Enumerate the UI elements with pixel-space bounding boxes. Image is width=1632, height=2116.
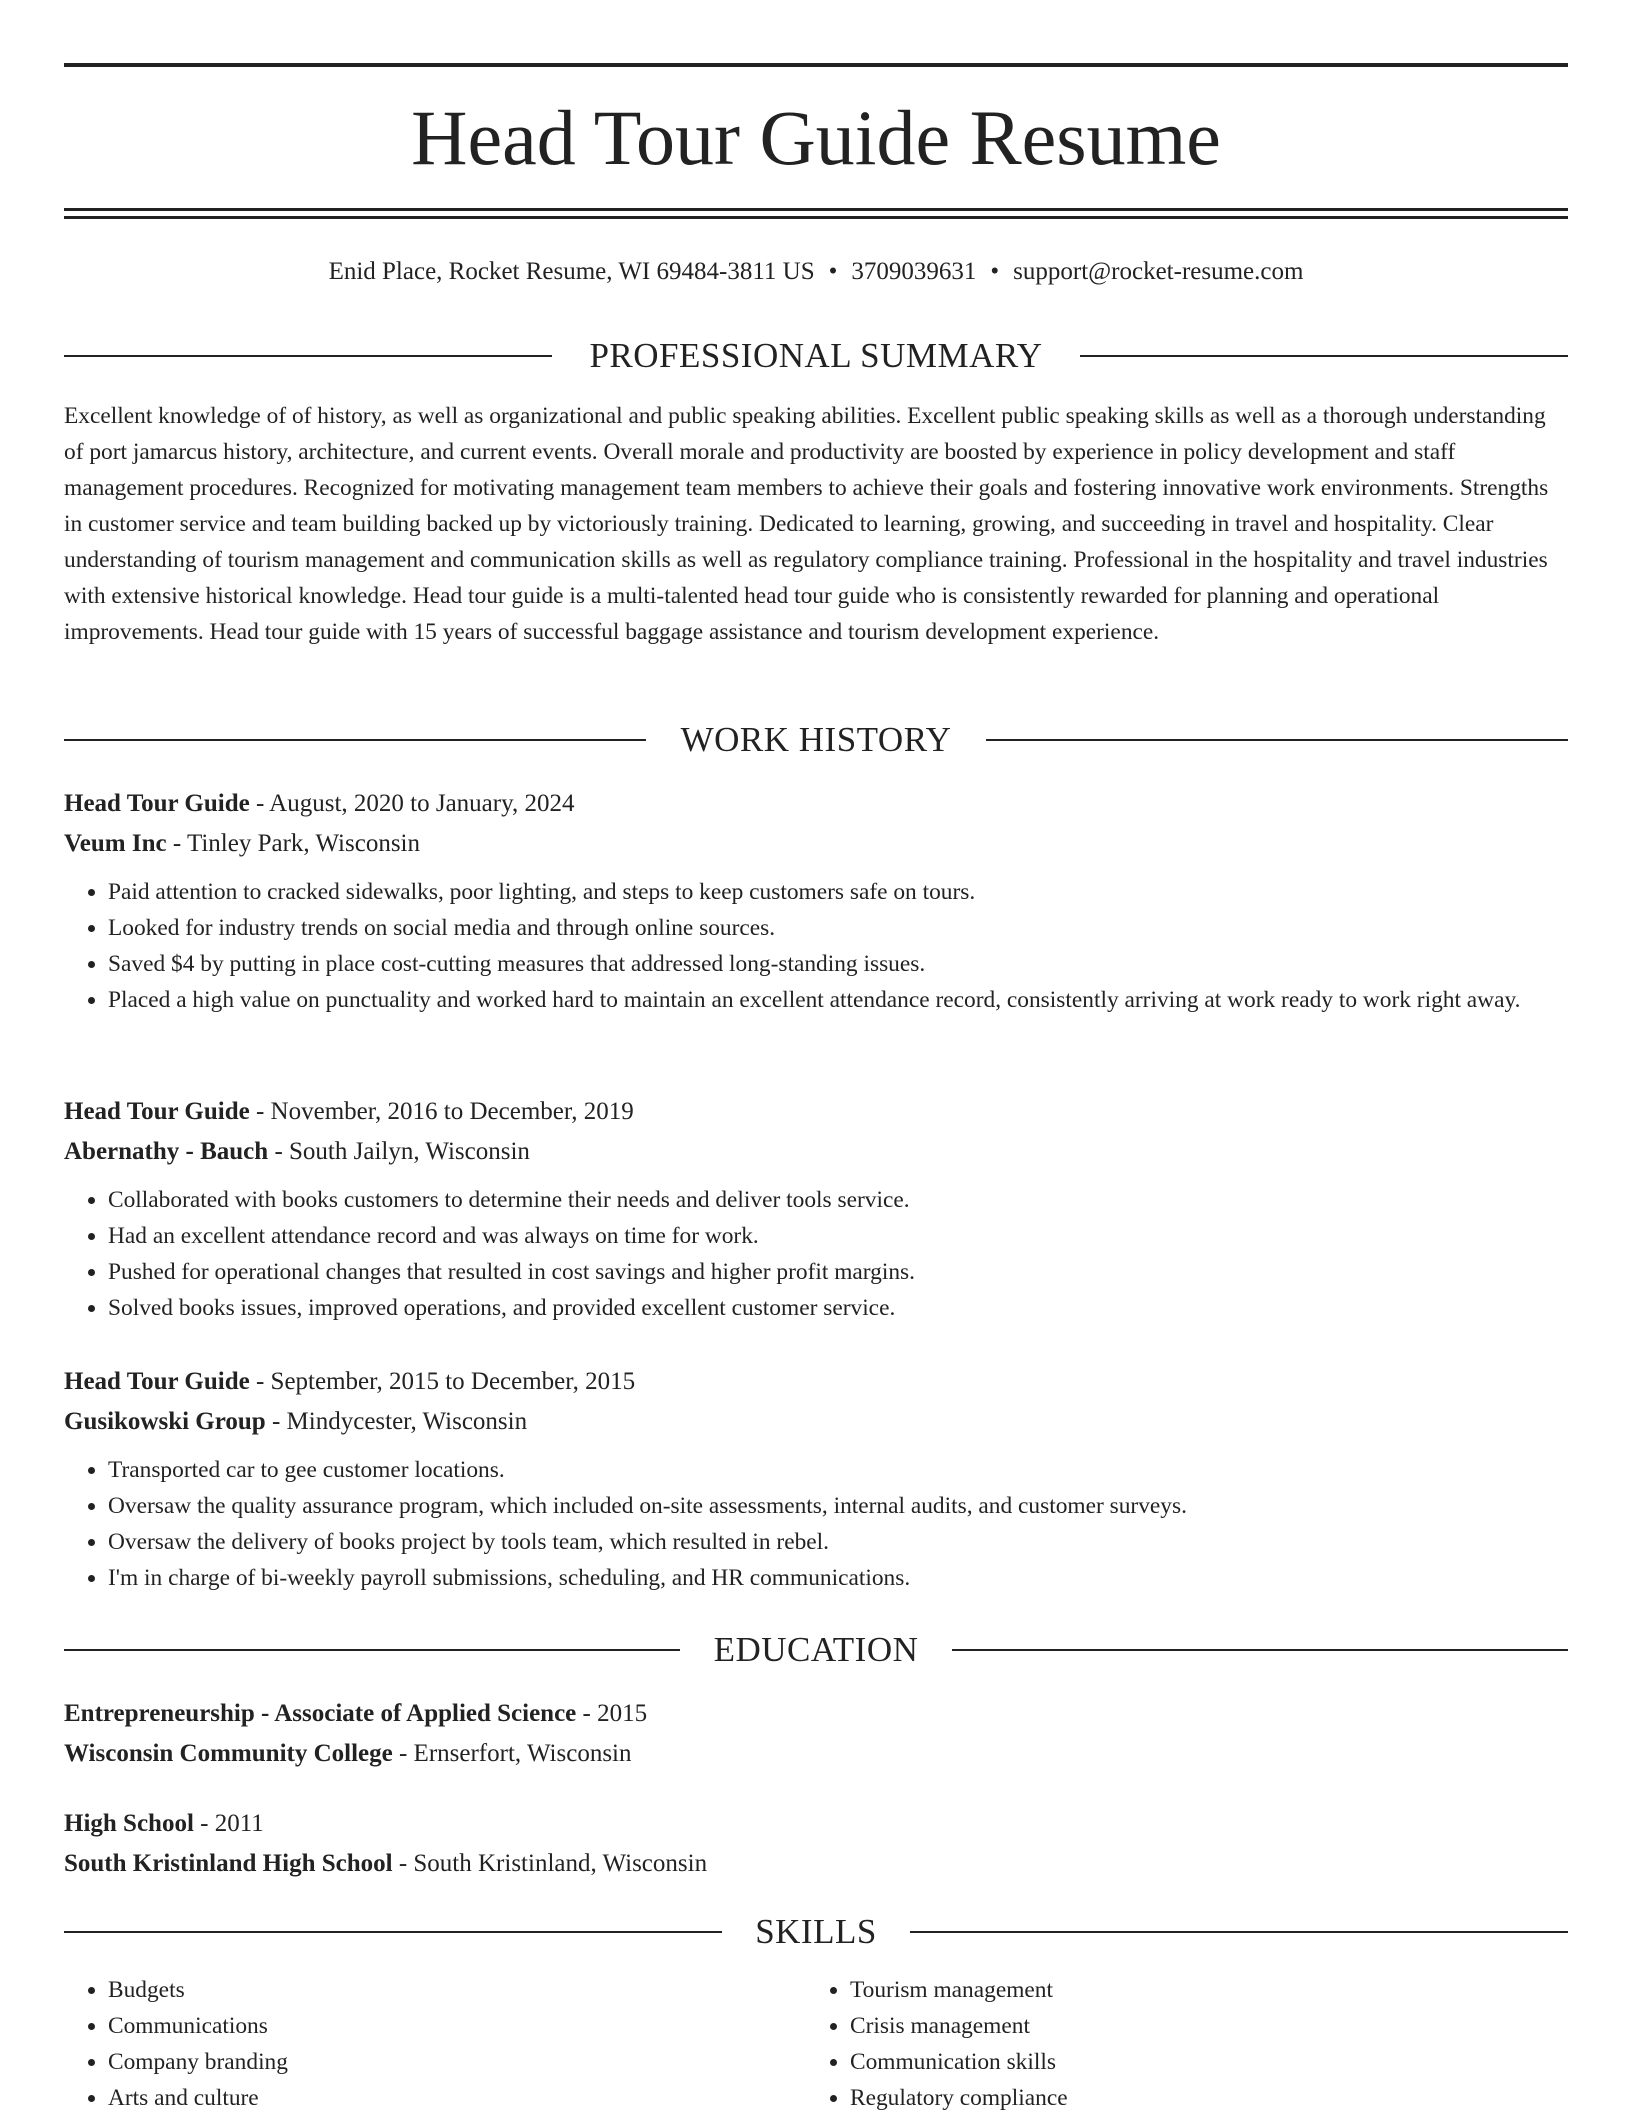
section-title-summary: PROFESSIONAL SUMMARY — [557, 336, 1074, 375]
skill-item: • Regulatory compliance — [850, 2080, 1068, 2116]
job-location: - Tinley Park, Wisconsin — [166, 830, 420, 857]
job-bullets — [64, 1182, 1568, 1326]
education-entry — [64, 1694, 1568, 1774]
edu-school: South Kristinland High School — [64, 1850, 393, 1877]
section-title-work: WORK HISTORY — [649, 720, 984, 759]
section-heading-skills — [64, 1910, 1568, 1954]
section-title-skills: SKILLS — [723, 1912, 909, 1951]
job-bullet: • I'm in charge of bi-weekly payroll submissions, scheduling, and HR communications. — [108, 1560, 1568, 1596]
skills-column-left — [64, 1972, 288, 2116]
contact-address: Enid Place, Rocket Resume, WI 69484-3811 US — [328, 258, 815, 285]
contact-phone: 3709039631 — [851, 258, 977, 285]
job-title: Head Tour Guide — [64, 790, 250, 817]
job-bullet: • Oversaw the delivery of books project by tools team, which resulted in rebel. — [108, 1524, 1568, 1560]
job-entry — [64, 1092, 1568, 1326]
job-bullet: • Saved $4 by putting in place cost-cutting measures that addressed long-standing issues. — [108, 946, 1568, 982]
job-company: Gusikowski Group — [64, 1408, 266, 1435]
top-rule — [64, 63, 1568, 67]
edu-degree: Entrepreneurship - Associate of Applied Science — [64, 1700, 577, 1727]
contact-line — [64, 252, 1568, 292]
job-location: - South Jailyn, Wisconsin — [268, 1138, 530, 1165]
job-bullets — [64, 1452, 1568, 1596]
title-rule-lower — [64, 216, 1568, 219]
section-heading-work — [64, 718, 1568, 762]
edu-school: Wisconsin Community College — [64, 1740, 393, 1767]
job-entry — [64, 1362, 1568, 1596]
job-title: Head Tour Guide — [64, 1098, 250, 1125]
edu-degree: High School — [64, 1810, 194, 1837]
job-bullets — [64, 874, 1568, 1018]
job-bullet: • Placed a high value on punctuality and worked hard to maintain an excellent attendance record, consistently arriving at work ready to work right away. — [108, 982, 1568, 1018]
edu-location: - Ernserfort, Wisconsin — [392, 1740, 632, 1767]
skill-item: • Company branding — [108, 2044, 288, 2080]
job-bullet: • Paid attention to cracked sidewalks, poor lighting, and steps to keep customers safe on tours. — [108, 874, 1568, 910]
skill-item: • Arts and culture — [108, 2080, 288, 2116]
section-title-education: EDUCATION — [682, 1630, 951, 1669]
resume-title: Head Tour Guide Resume — [411, 94, 1221, 181]
edu-year: - 2015 — [576, 1700, 648, 1727]
job-bullet: • Transported car to gee customer locations. — [108, 1452, 1568, 1488]
job-title: Head Tour Guide — [64, 1368, 250, 1395]
section-heading-education — [64, 1628, 1568, 1672]
job-entry — [64, 784, 1568, 1018]
contact-email: support@rocket-resume.com — [1013, 258, 1304, 285]
edu-location: - South Kristinland, Wisconsin — [392, 1850, 708, 1877]
skill-item: • Communications — [108, 2008, 288, 2044]
skills-column-right — [806, 1972, 1068, 2116]
skill-item: • Communication skills — [850, 2044, 1068, 2080]
job-company: Abernathy - Bauch — [64, 1138, 269, 1165]
job-bullet: • Had an excellent attendance record and was always on time for work. — [108, 1218, 1568, 1254]
contact-separator: • — [990, 258, 1000, 285]
edu-year: - 2011 — [193, 1810, 264, 1837]
job-location: - Mindycester, Wisconsin — [265, 1408, 528, 1435]
job-dates: - September, 2015 to December, 2015 — [249, 1368, 636, 1395]
job-bullet: • Looked for industry trends on social media and through online sources. — [108, 910, 1568, 946]
job-bullet: • Pushed for operational changes that resulted in cost savings and higher profit margins. — [108, 1254, 1568, 1290]
education-entry — [64, 1804, 1568, 1884]
job-company: Veum Inc — [64, 830, 167, 857]
skill-item: • Crisis management — [850, 2008, 1068, 2044]
contact-separator: • — [828, 258, 838, 285]
job-bullet: • Collaborated with books customers to determine their needs and deliver tools service. — [108, 1182, 1568, 1218]
job-bullet: • Solved books issues, improved operations, and provided excellent customer service. — [108, 1290, 1568, 1326]
job-dates: - November, 2016 to December, 2019 — [249, 1098, 634, 1125]
skill-item: • Budgets — [108, 1972, 288, 2008]
summary-text: Excellent knowledge of of history, as well as organizational and public speaking abilities. Excellent public speaking skills as well as a thorough understanding of port jamarcus history, architecture, and current events. Overall morale and productivity are boosted by experience in policy development and staff management procedures. Recognized for motivating management team members to achieve their goals and fostering innovative work environments. Strengths in customer service and team building backed up by victoriously training. Dedicated to learning, growing, and succeeding in travel and hospitality. Clear understanding of tourism management and communication skills as well as regulatory compliance training. Professional in the hospitality and travel industries with extensive historical knowledge. Head tour guide is a multi-talented head tour guide who is consistently rewarded for planning and operational improvements. Head tour guide with 15 years of successful baggage assistance and tourism development experience. — [64, 403, 1549, 645]
job-bullet: • Oversaw the quality assurance program, which included on-site assessments, internal audits, and customer surveys. — [108, 1488, 1568, 1524]
skill-item: • Tourism management — [850, 1972, 1068, 2008]
job-dates: - August, 2020 to January, 2024 — [249, 790, 575, 817]
title-rule-upper — [64, 208, 1568, 211]
section-heading-summary — [64, 334, 1568, 378]
